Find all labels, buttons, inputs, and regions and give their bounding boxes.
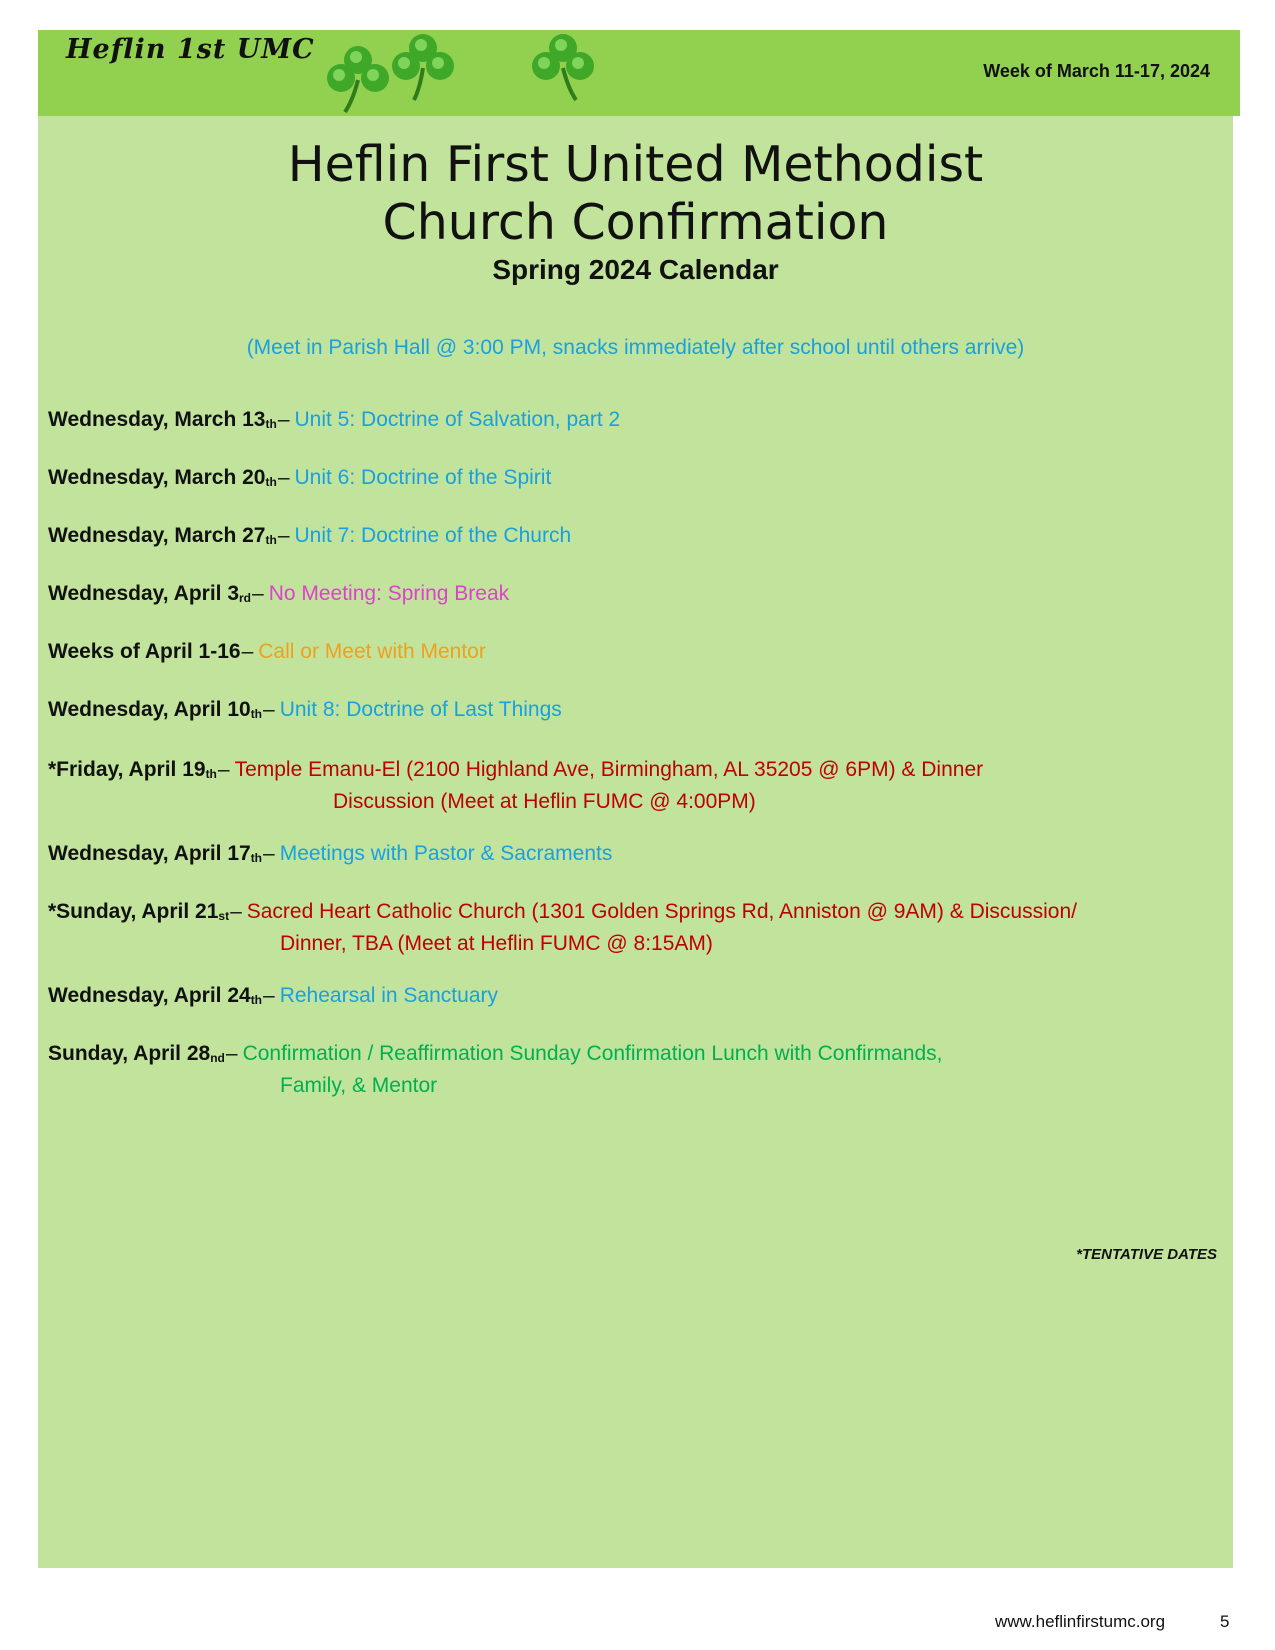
date-separator: – — [225, 1042, 238, 1065]
schedule-item — [48, 982, 498, 1014]
schedule-description: Unit 6: Doctrine of the Spirit — [294, 466, 552, 489]
meeting-note: (Meet in Parish Hall @ 3:00 PM, snacks immediately after school until others arrive) — [246, 336, 1025, 359]
schedule-description: Meetings with Pastor & Sacraments — [279, 842, 613, 865]
schedule-date: Wednesday, April 17 — [48, 842, 251, 865]
schedule-description: Temple Emanu-El (2100 Highland Ave, Birmingham, AL 35205 @ 6PM) & Dinner — [234, 758, 984, 781]
schedule-description: Rehearsal in Sanctuary — [279, 984, 498, 1007]
schedule-description: Sacred Heart Catholic Church (1301 Golden Springs Rd, Anniston @ 9AM) & Discussion/ — [246, 900, 1077, 923]
schedule-item-line — [48, 982, 498, 1014]
title-line-2: Church Confirmation — [382, 194, 889, 251]
page-title — [38, 136, 1233, 252]
schedule-item-line — [48, 1040, 943, 1072]
shamrock-icon — [528, 30, 598, 102]
schedule-date: Wednesday, March 13 — [48, 408, 266, 431]
schedule-item — [48, 840, 612, 872]
week-label: Week of March 11-17, 2024 — [983, 61, 1210, 81]
schedule-item-line — [48, 756, 983, 788]
date-suffix: th — [250, 851, 263, 865]
schedule-date: Wednesday, April 3 — [48, 582, 239, 605]
schedule-item — [48, 756, 983, 815]
schedule-item — [48, 1040, 943, 1099]
schedule-date: Sunday, April 28 — [48, 1042, 211, 1065]
schedule-description: Unit 8: Doctrine of Last Things — [279, 698, 562, 721]
footer-url[interactable]: www.heflinfirstumc.org — [995, 1612, 1166, 1631]
date-separator: – — [263, 842, 275, 865]
date-separator: – — [263, 984, 275, 1007]
date-separator: – — [277, 466, 290, 489]
date-separator: – — [217, 758, 230, 781]
schedule-date: Wednesday, April 24 — [48, 984, 251, 1007]
schedule-date: Wednesday, April 10 — [48, 698, 251, 721]
date-suffix: th — [265, 417, 277, 431]
schedule-item — [48, 898, 1077, 957]
schedule-item-line — [48, 840, 612, 872]
date-separator: – — [277, 408, 290, 431]
content-panel — [38, 116, 1233, 1568]
date-suffix: st — [218, 909, 230, 923]
date-suffix: th — [265, 475, 277, 489]
date-suffix: rd — [239, 591, 251, 605]
schedule-description-continued: Discussion (Meet at Heflin FUMC @ 4:00PM) — [333, 790, 756, 813]
schedule-item-line — [48, 406, 620, 438]
schedule-date: *Sunday, April 21 — [48, 900, 219, 923]
schedule-description-continued: Dinner, TBA (Meet at Heflin FUMC @ 8:15AM) — [280, 932, 713, 955]
schedule-item — [48, 522, 571, 554]
schedule-description: No Meeting: Spring Break — [268, 582, 510, 605]
schedule-date: Wednesday, March 20 — [48, 466, 266, 489]
schedule-item-line — [48, 638, 486, 665]
schedule-description: Unit 5: Doctrine of Salvation, part 2 — [294, 408, 621, 431]
date-separator: – — [263, 698, 275, 721]
schedule-description: Confirmation / Reaffirmation Sunday Confirmation Lunch with Confirmands, — [242, 1042, 943, 1065]
schedule-description-continued: Family, & Mentor — [280, 1074, 438, 1097]
schedule-item — [48, 580, 509, 612]
date-suffix: th — [250, 707, 263, 721]
schedule-item — [48, 638, 486, 665]
date-separator: – — [277, 524, 290, 547]
tentative-note: *TENTATIVE DATES — [1076, 1246, 1217, 1263]
schedule-item-line — [48, 464, 551, 496]
date-separator: – — [241, 640, 254, 663]
date-suffix: th — [205, 767, 217, 781]
shamrock-icon — [323, 42, 393, 114]
schedule-item-line — [48, 580, 509, 612]
schedule-item — [48, 696, 562, 728]
schedule-item — [48, 406, 620, 438]
schedule-description: Unit 7: Doctrine of the Church — [294, 524, 572, 547]
schedule-item — [48, 464, 551, 496]
schedule-date: *Friday, April 19 — [48, 758, 206, 781]
schedule-date: Wednesday, March 27 — [48, 524, 266, 547]
page-number: 5 — [1220, 1612, 1230, 1631]
date-separator: – — [252, 582, 264, 605]
title-line-1: Heflin First United Methodist — [287, 136, 984, 193]
schedule-date: Weeks of April 1-16 — [48, 640, 241, 663]
schedule-item-line — [48, 522, 571, 554]
date-separator: – — [230, 900, 242, 923]
brand-title: Heflin 1st UMC — [66, 34, 315, 65]
schedule-item-line — [48, 898, 1077, 930]
header-banner — [38, 30, 1240, 116]
schedule-item-line — [48, 696, 562, 728]
date-suffix: nd — [210, 1051, 225, 1065]
shamrock-icon — [388, 30, 458, 102]
date-suffix: th — [250, 993, 263, 1007]
page-subtitle: Spring 2024 Calendar — [492, 254, 779, 285]
schedule-description: Call or Meet with Mentor — [258, 640, 486, 663]
date-suffix: th — [265, 533, 277, 547]
